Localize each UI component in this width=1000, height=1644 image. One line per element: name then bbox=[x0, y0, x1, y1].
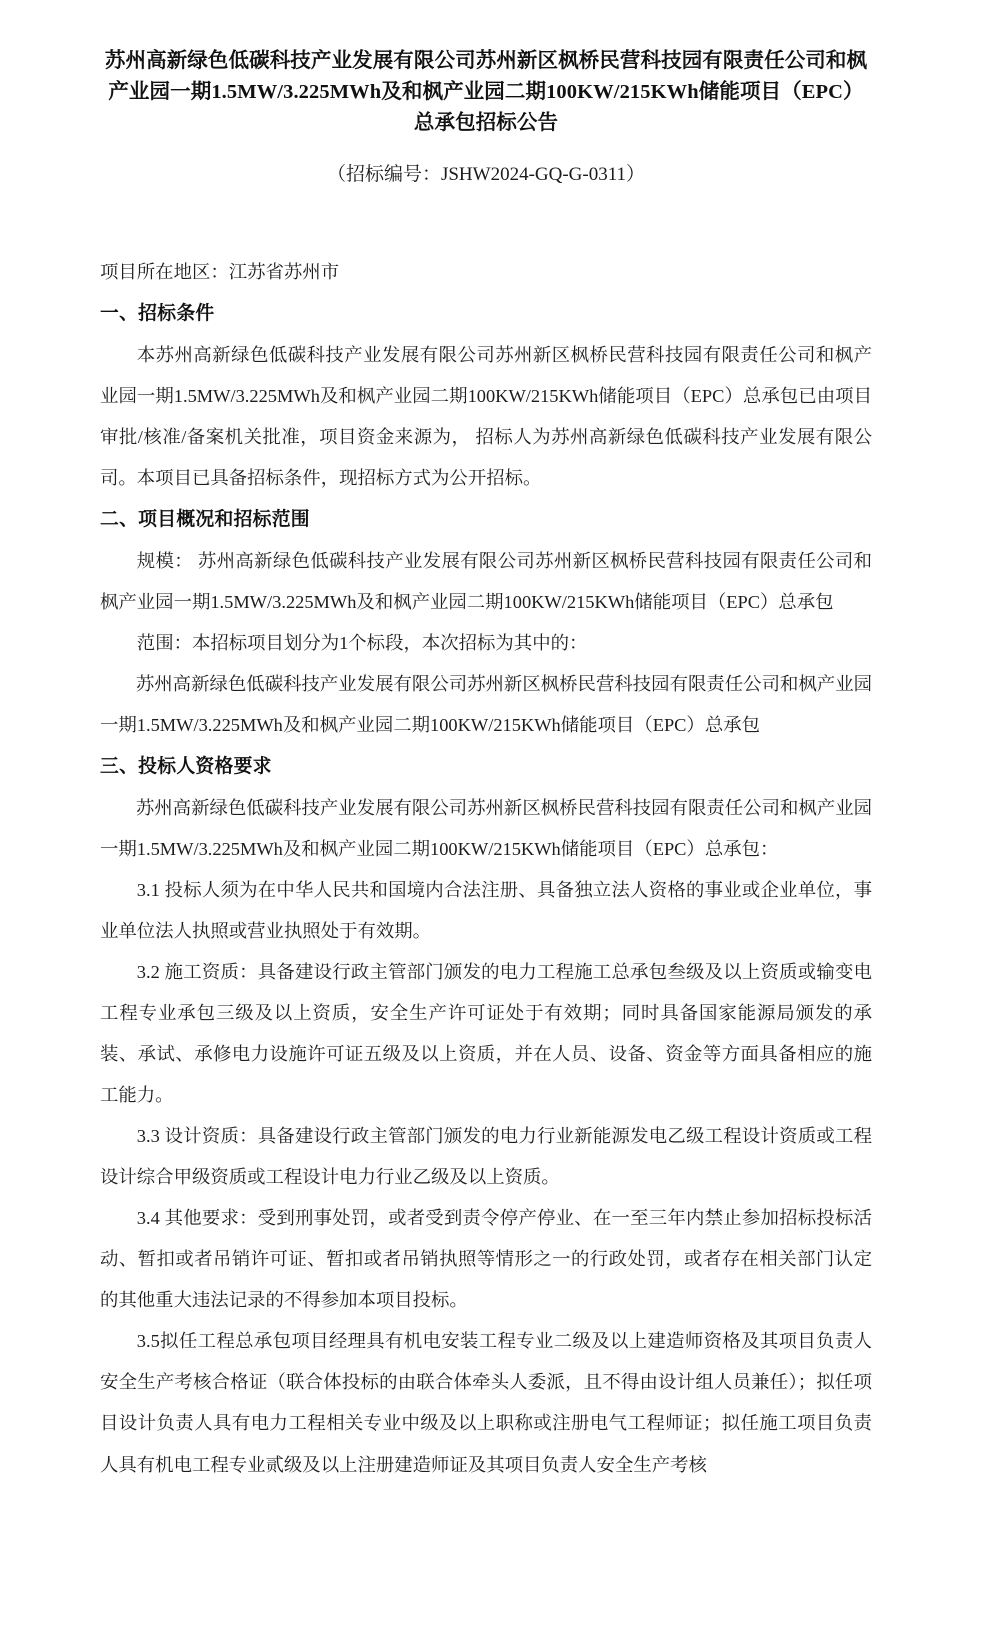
paragraph-project-scale: 规模： 苏州高新绿色低碳科技产业发展有限公司苏州新区枫桥民营科技园有限责任公司和枫产业园一期1.5MW/3.225MWh及和枫产业园二期100KW/215KWh储能项目（EPC）总承包 bbox=[100, 550, 872, 612]
page-title: 苏州高新绿色低碳科技产业发展有限公司苏州新区枫桥民营科技园有限责任公司和枫产业园一期1.5MW/3.225MWh及和枫产业园二期100KW/215KWh储能项目（EPC）总承包招标公告 bbox=[104, 50, 868, 135]
paragraph-project-scope: 范围：本招标项目划分为1个标段，本次招标为其中的： bbox=[136, 633, 588, 653]
clause-3-1: 3.1 投标人须为在中华人民共和国境内合法注册、具备独立法人资格的事业或企业单位，事业单位法人执照或营业执照处于有效期。 bbox=[100, 880, 872, 942]
paragraph-qualification-intro: 苏州高新绿色低碳科技产业发展有限公司苏州新区枫桥民营科技园有限责任公司和枫产业园一期1.5MW/3.225MWh及和枫产业园二期100KW/215KWh储能项目（EPC）总承包： bbox=[100, 798, 872, 860]
document-content bbox=[100, 0, 872, 1486]
clause-3-2: 3.2 施工资质：具备建设行政主管部门颁发的电力工程施工总承包叁级及以上资质或输变电工程专业承包三级及以上资质，安全生产许可证处于有效期；同时具备国家能源局颁发的承装、承试、承修电力设施许可证五级及以上资质，并在人员、设备、资金等方面具备相应的施工能力。 bbox=[100, 962, 872, 1106]
clause-3-3: 3.3 设计资质：具备建设行政主管部门颁发的电力行业新能源发电乙级工程设计资质或工程设计综合甲级资质或工程设计电力行业乙级及以上资质。 bbox=[100, 1126, 872, 1188]
section-heading-tender-conditions: 一、招标条件 bbox=[100, 303, 215, 324]
section-heading-bidder-qualifications: 三、投标人资格要求 bbox=[100, 756, 272, 778]
tender-number: （招标编号：JSHW2024-GQ-G-0311） bbox=[326, 164, 646, 186]
project-location-line: 项目所在地区：江苏省苏州市 bbox=[100, 261, 340, 282]
paragraph-project-scope-detail: 苏州高新绿色低碳科技产业发展有限公司苏州新区枫桥民营科技园有限责任公司和枫产业园一期1.5MW/3.225MWh及和枫产业园二期100KW/215KWh储能项目（EPC）总承包 bbox=[100, 674, 872, 736]
paragraph-tender-conditions: 本苏州高新绿色低碳科技产业发展有限公司苏州新区枫桥民营科技园有限责任公司和枫产业园一期1.5MW/3.225MWh及和枫产业园二期100KW/215KWh储能项目（EPC）总承包已由项目审批/核准/备案机关批准，项目资金来源为， 招标人为苏州高新绿色低碳科技产业发展有限公司。本项目已具备招标条件，现招标方式为公开招标。 bbox=[100, 344, 872, 488]
document-body bbox=[100, 190, 872, 1486]
clause-3-4: 3.4 其他要求：受到刑事处罚，或者受到责令停产停业、在一至三年内禁止参加招标投标活动、暂扣或者吊销许可证、暂扣或者吊销执照等情形之一的行政处罚，或者存在相关部门认定的其他重大违法记录的不得参加本项目投标。 bbox=[100, 1208, 872, 1311]
clause-3-5: 3.5拟任工程总承包项目经理具有机电安装工程专业二级及以上建造师资格及其项目负责人安全生产考核合格证（联合体投标的由联合体牵头人委派，且不得由设计组人员兼任）；拟任项目设计负责人具有电力工程相关专业中级及以上职称或注册电气工程师证；拟任施工项目负责人具有机电工程专业贰级及以上注册建造师证及其项目负责人安全生产考核 bbox=[100, 1331, 872, 1475]
section-heading-project-overview: 二、项目概况和招标范围 bbox=[100, 509, 310, 531]
